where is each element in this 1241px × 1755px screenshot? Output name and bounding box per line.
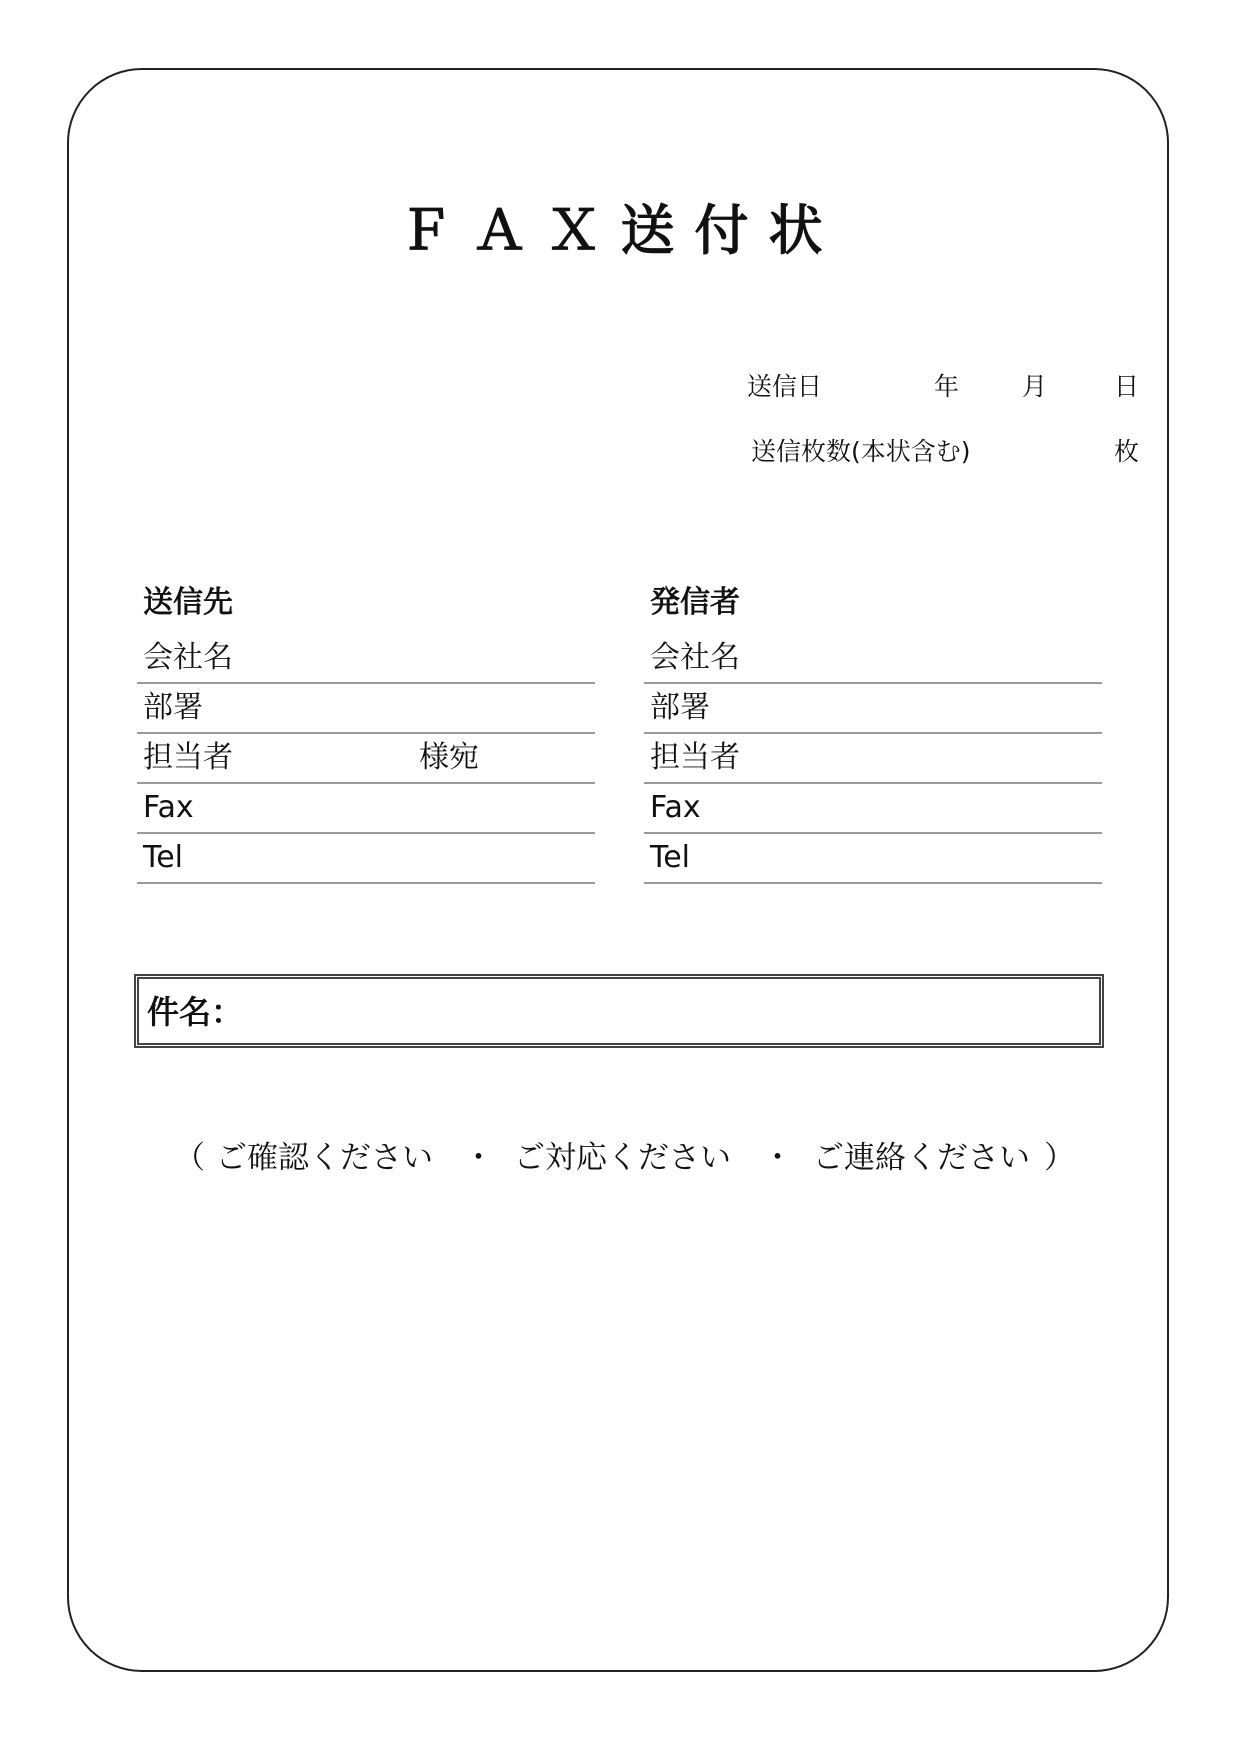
recipient-fax-row[interactable] xyxy=(137,784,595,834)
recipient-honorific: 様宛 xyxy=(419,740,479,775)
sender-department-row[interactable] xyxy=(644,684,1102,734)
subject-label: 件名： xyxy=(147,993,244,1031)
recipient-company-row[interactable] xyxy=(137,634,595,684)
sender-tel-label: Tel xyxy=(650,840,691,875)
recipient-fax-label: Fax xyxy=(143,790,194,825)
recipient-fields xyxy=(137,634,595,884)
recipient-person-label: 担当者 xyxy=(143,740,233,775)
sender-company-row[interactable] xyxy=(644,634,1102,684)
request-close-paren: ） xyxy=(1044,1140,1075,1176)
sender-heading: 発信者 xyxy=(650,585,740,620)
sender-fax-label: Fax xyxy=(650,790,701,825)
request-open-paren: （ xyxy=(174,1140,205,1176)
sender-fields xyxy=(644,634,1102,884)
sender-person-label: 担当者 xyxy=(650,740,740,775)
sender-tel-row[interactable] xyxy=(644,834,1102,884)
recipient-person-row[interactable] xyxy=(137,734,595,784)
sender-company-label: 会社名 xyxy=(650,640,740,675)
request-option-confirm[interactable]: ご確認ください xyxy=(216,1140,433,1176)
recipient-department-label: 部署 xyxy=(143,690,203,725)
request-separator-1: ・ xyxy=(463,1140,494,1176)
page-count-label: 送信枚数(本状含む) xyxy=(751,437,971,466)
recipient-tel-label: Tel xyxy=(143,840,184,875)
page-count-unit: 枚 xyxy=(1114,437,1140,466)
send-day-label: 日 xyxy=(1114,372,1140,401)
request-option-contact[interactable]: ご連絡ください xyxy=(813,1140,1030,1176)
send-month-label: 月 xyxy=(1022,372,1048,401)
recipient-heading: 送信先 xyxy=(143,585,233,620)
sender-person-row[interactable] xyxy=(644,734,1102,784)
recipient-department-row[interactable] xyxy=(137,684,595,734)
recipient-company-label: 会社名 xyxy=(143,640,233,675)
recipient-tel-row[interactable] xyxy=(137,834,595,884)
subject-box[interactable] xyxy=(134,974,1104,1048)
request-separator-2: ・ xyxy=(762,1140,793,1176)
request-option-respond[interactable]: ご対応ください xyxy=(514,1140,731,1176)
send-date-label: 送信日 xyxy=(747,372,823,401)
send-year-label: 年 xyxy=(934,372,960,401)
document-title: ＦＡＸ送付状 xyxy=(398,199,843,262)
sender-fax-row[interactable] xyxy=(644,784,1102,834)
sender-department-label: 部署 xyxy=(650,690,710,725)
